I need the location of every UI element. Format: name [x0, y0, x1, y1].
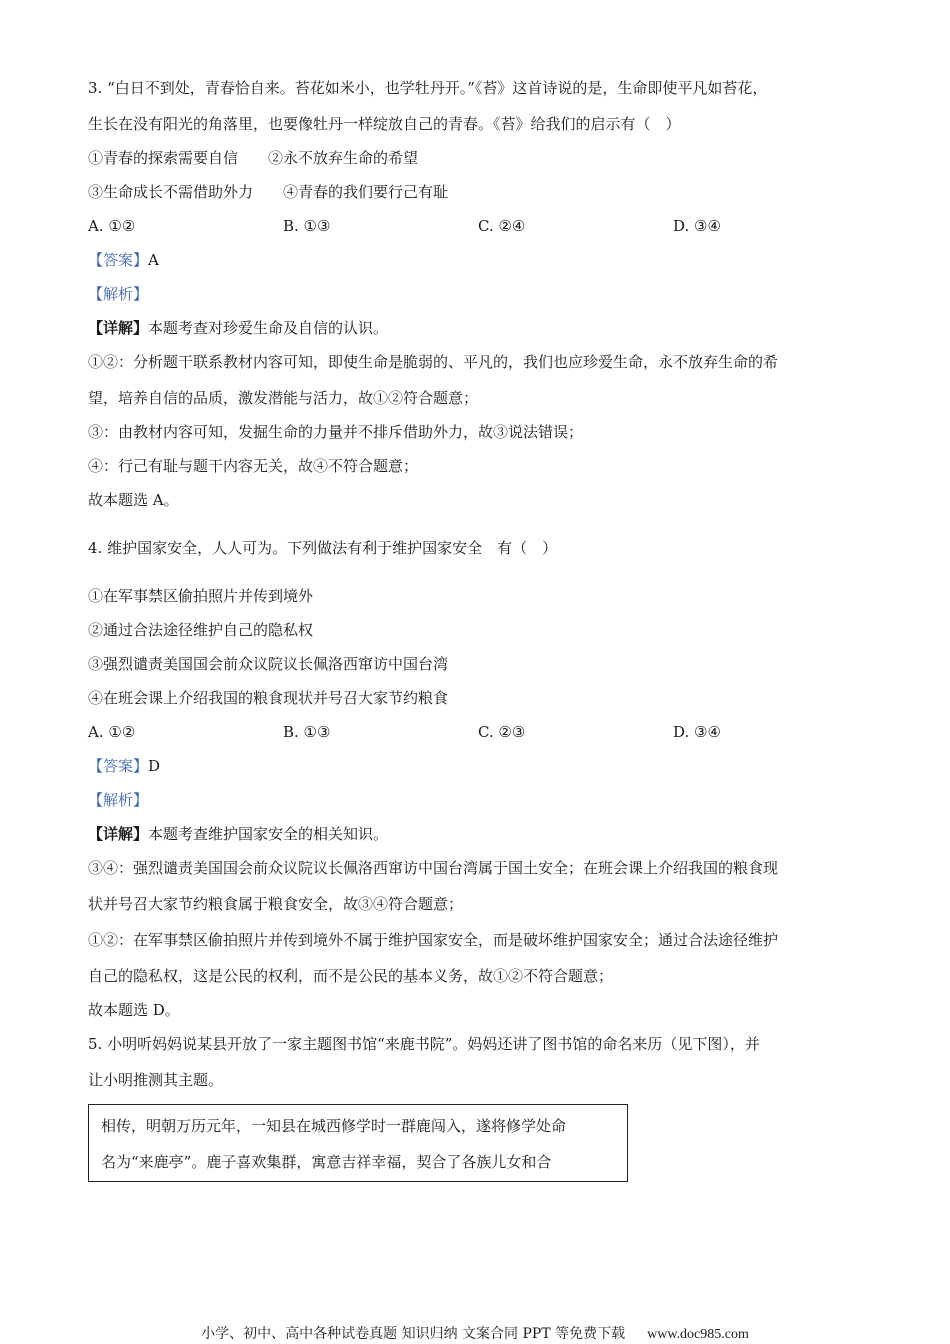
q4-choice-b: B. ①③ — [283, 723, 331, 741]
q5-material-box — [88, 1104, 628, 1182]
q3-choice-a: A. ①② — [88, 217, 136, 235]
q4-answer-tag: 【答案】 — [88, 757, 149, 775]
q3-answer — [88, 250, 868, 270]
q3-explain-1-line-1: ①②：分析题干联系教材内容可知，即使生命是脆弱的、平凡的，我们也应珍爱生命，永不放弃生命的希 — [88, 353, 779, 371]
q3-choices — [88, 216, 868, 236]
q4-analysis-tag: 【解析】 — [88, 791, 149, 809]
q3-choice-d: D. ③④ — [673, 217, 721, 235]
q3-detail — [88, 318, 868, 338]
q4-detail-intro: 本题考查维护国家安全的相关知识。 — [148, 825, 389, 843]
q4-explain-2-line-2: 自己的隐私权，这是公民的权利，而不是公民的基本义务，故①②不符合题意； — [88, 967, 614, 985]
q4-choice-d: D. ③④ — [673, 723, 721, 741]
exam-page — [88, 78, 868, 1182]
q3-choice-c: C. ②④ — [478, 217, 526, 235]
q4-stem: 4. 维护国家安全，人人可为。下列做法有利于维护国家安全 有（ ） — [88, 539, 558, 557]
q3-stem-line-1: 3. “白日不到处，青春恰自来。苔花如米小，也学牡丹开。”《苔》这首诗说的是，生命即使平凡如苔花， — [88, 79, 768, 97]
q4-answer — [88, 756, 868, 776]
footer-url: www.doc985.com — [647, 1327, 749, 1342]
page-footer — [0, 1323, 950, 1343]
q5-box-line-1: 相传，明朝万历元年，一知县在城西修学时一群鹿闯入，遂将修学处命 — [101, 1117, 567, 1135]
question-5 — [88, 1034, 868, 1182]
q4-choice-a: A. ①② — [88, 723, 136, 741]
q4-explain-2-line-1: ①②：在军事禁区偷拍照片并传到境外不属于维护国家安全，而是破坏维护国家安全；通过合法途径维护 — [88, 931, 779, 949]
q5-stem-line-2: 让小明推测其主题。 — [88, 1071, 224, 1089]
q3-answer-value: A — [148, 251, 159, 269]
q5-stem-line-1: 5. 小明听妈妈说某县开放了一家主题图书馆“来鹿书院”。妈妈还讲了图书馆的命名来历（见下图），并 — [88, 1035, 760, 1053]
q4-explain-1-line-2: 状并号召大家节约粮食属于粮食安全，故③④符合题意； — [88, 895, 464, 913]
footer-text: 小学、初中、高中各种试卷真题 知识归纳 文案合同 PPT 等免费下载 — [201, 1326, 626, 1342]
q3-detail-intro: 本题考查对珍爱生命及自信的认识。 — [148, 319, 389, 337]
q4-choices — [88, 722, 868, 742]
q3-analysis-tag: 【解析】 — [88, 285, 149, 303]
q3-explain-2: ③：由教材内容可知，发掘生命的力量并不排斥借助外力，故③说法错误； — [88, 423, 584, 441]
q3-choice-b: B. ①③ — [283, 217, 331, 235]
q4-answer-value: D — [148, 757, 161, 775]
q3-options-line-1: ①青春的探索需要自信 ②永不放弃生命的希望 — [88, 149, 419, 167]
q4-option-1: ①在军事禁区偷拍照片并传到境外 — [88, 587, 314, 605]
q4-option-2: ②通过合法途径维护自己的隐私权 — [88, 621, 314, 639]
q3-explain-3: ④：行己有耻与题干内容无关，故④不符合题意； — [88, 457, 419, 475]
q3-explain-1-line-2: 望，培养自信的品质，激发潜能与活力，故①②符合题意； — [88, 389, 479, 407]
q4-detail-tag: 【详解】 — [88, 825, 149, 843]
q4-conclusion: 故本题选 D。 — [88, 1001, 180, 1019]
q4-explain-1-line-1: ③④：强烈谴责美国国会前众议院议长佩洛西窜访中国台湾属于国土安全；在班会课上介绍我国的粮食现 — [88, 859, 779, 877]
q3-stem-line-2: 生长在没有阳光的角落里，也要像牡丹一样绽放自己的青春。《苔》给我们的启示有（ ） — [88, 115, 681, 133]
q3-answer-tag: 【答案】 — [88, 251, 149, 269]
question-4 — [88, 538, 868, 1020]
q5-box-line-2: 名为“来鹿亭”。鹿子喜欢集群，寓意吉祥幸福，契合了各族儿女和合 — [101, 1153, 552, 1171]
q3-detail-tag: 【详解】 — [88, 319, 149, 337]
q3-options-line-2: ③生命成长不需借助外力 ④青春的我们要行己有耻 — [88, 183, 449, 201]
q3-conclusion: 故本题选 A。 — [88, 491, 179, 509]
q4-choice-c: C. ②③ — [478, 723, 526, 741]
q4-option-4: ④在班会课上介绍我国的粮食现状并号召大家节约粮食 — [88, 689, 449, 707]
q4-detail — [88, 824, 868, 844]
question-3 — [88, 78, 868, 510]
q4-option-3: ③强烈谴责美国国会前众议院议长佩洛西窜访中国台湾 — [88, 655, 449, 673]
